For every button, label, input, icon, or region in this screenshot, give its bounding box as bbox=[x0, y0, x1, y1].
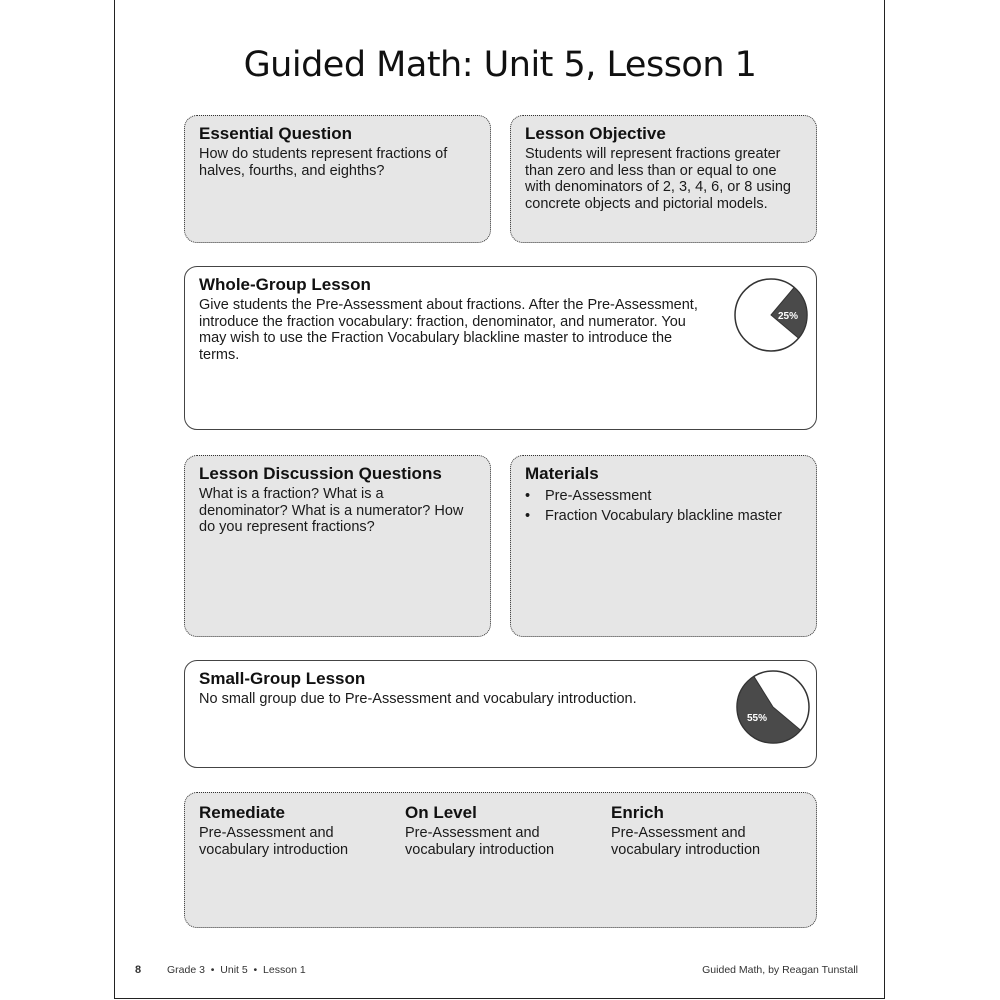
essential-question-box bbox=[184, 115, 491, 243]
discussion-questions-box bbox=[184, 455, 491, 637]
pie-55-label: 55% bbox=[746, 713, 768, 724]
remediate-heading: Remediate bbox=[199, 803, 285, 822]
enrich-heading: Enrich bbox=[611, 803, 664, 822]
lesson-objective-heading: Lesson Objective bbox=[525, 124, 666, 143]
small-group-heading: Small-Group Lesson bbox=[199, 669, 366, 688]
essential-question-text: How do students represent fractions of halves, fourths, and eighths? bbox=[199, 146, 448, 179]
materials-box bbox=[510, 455, 817, 637]
pie-chart-55 bbox=[735, 669, 811, 745]
whole-group-heading: Whole-Group Lesson bbox=[199, 275, 371, 294]
materials-list bbox=[525, 486, 802, 526]
on-level-heading: On Level bbox=[405, 803, 477, 822]
footer-breadcrumb: Grade 3 • Unit 5 • Lesson 1 bbox=[167, 964, 306, 976]
footer-page-number: 8 bbox=[135, 964, 142, 976]
discussion-text: What is a fraction? What is a denominator? What is a numerator? How do you represent fractions? bbox=[199, 486, 464, 535]
whole-group-lesson-box bbox=[184, 266, 817, 430]
whole-group-text: Give students the Pre-Assessment about fractions. After the Pre-Assessment, introduce the fraction vocabulary: fraction, denominator, and numerator. You may wish to use the Fraction Vocabulary blackline master to introduce the terms. bbox=[199, 297, 698, 363]
small-group-lesson-box bbox=[184, 660, 817, 768]
differentiation-box bbox=[184, 792, 817, 928]
lesson-objective-text: Students will represent fractions greater than zero and less than or equal to one with denominators of 2, 3, 4, 6, or 8 using concrete objects and pictorial models. bbox=[525, 146, 791, 212]
page-title: Guided Math: Unit 5, Lesson 1 bbox=[243, 45, 757, 85]
on-level-column bbox=[405, 803, 595, 858]
remediate-column bbox=[199, 803, 389, 858]
footer-credit: Guided Math, by Reagan Tunstall bbox=[702, 964, 858, 976]
materials-item: • Fraction Vocabulary blackline master bbox=[525, 506, 802, 526]
remediate-text: Pre-Assessment and vocabulary introduction bbox=[199, 825, 349, 858]
lesson-objective-box bbox=[510, 115, 817, 243]
small-group-text: No small group due to Pre-Assessment and vocabulary introduction. bbox=[199, 691, 637, 707]
enrich-column bbox=[611, 803, 801, 858]
materials-item: • Pre-Assessment bbox=[525, 486, 802, 506]
enrich-text: Pre-Assessment and vocabulary introduction bbox=[611, 825, 761, 858]
pie-chart-25 bbox=[733, 277, 809, 353]
discussion-heading: Lesson Discussion Questions bbox=[199, 464, 442, 483]
pie-25-label: 25% bbox=[777, 311, 799, 322]
on-level-text: Pre-Assessment and vocabulary introduction bbox=[405, 825, 555, 858]
essential-question-heading: Essential Question bbox=[199, 124, 353, 143]
materials-heading: Materials bbox=[525, 464, 599, 483]
